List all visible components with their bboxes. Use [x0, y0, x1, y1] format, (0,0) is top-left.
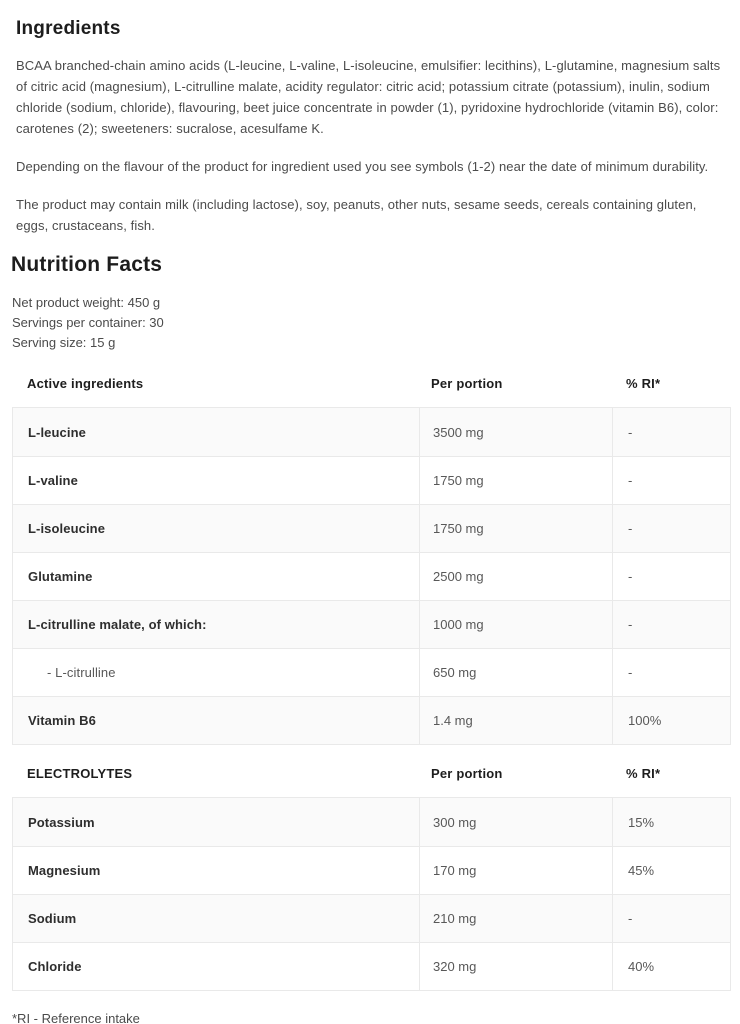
table-row — [13, 456, 730, 504]
row-ri-value: - — [612, 457, 730, 504]
flavour-symbols-note: Depending on the flavour of the product for ingredient used you see symbols (1-2) near the date of minimum durability. — [16, 159, 709, 174]
table-row — [13, 648, 730, 696]
row-label: Chloride — [28, 959, 82, 974]
active-ingredients-header-row — [12, 355, 731, 407]
row-ri-value: - — [612, 649, 730, 696]
table-row — [13, 894, 730, 942]
row-ri-value: - — [612, 895, 730, 942]
row-label: - L-citrulline — [47, 665, 116, 680]
row-ri-value: - — [612, 553, 730, 600]
row-label: L-isoleucine — [28, 521, 106, 536]
row-per-portion-value: 2500 mg — [419, 553, 612, 600]
row-label: Magnesium — [28, 863, 101, 878]
electrolytes-table — [12, 745, 731, 991]
row-ri-value: 100% — [612, 697, 730, 744]
ingredients-composition-text: BCAA branched-chain amino acids (L-leucine, L-valine, L-isoleucine, emulsifier: lecithins), L-glutamine, magnesium salts of citric acid (magnesium), L-citrulline malate, acidity regulator: citric acid; potassium citrate (potassium), inulin, sodium chloride (sodium, chloride), flavouring, beet juice concentrate in powder (1), pyridoxine hydrochloride (vitamin B6), color: carotenes (2); sweeteners: sucralose, acesulfame K. — [16, 58, 721, 136]
net-product-weight: Net product weight: 450 g — [12, 295, 161, 310]
row-per-portion-value: 1750 mg — [419, 505, 612, 552]
table-row — [13, 798, 730, 846]
column-header-per-portion: Per portion — [431, 376, 503, 391]
table-row — [13, 552, 730, 600]
row-per-portion-value: 320 mg — [419, 943, 612, 990]
row-label: L-citrulline malate, of which: — [28, 617, 207, 632]
row-per-portion-value: 210 mg — [419, 895, 612, 942]
row-per-portion-value: 1000 mg — [419, 601, 612, 648]
row-label: L-leucine — [28, 424, 86, 440]
table-row — [13, 942, 730, 990]
column-header-ri: % RI* — [626, 376, 661, 391]
allergen-note: The product may contain milk (including lactose), soy, peanuts, other nuts, sesame seeds, cereals containing gluten, eggs, crustaceans, fish. — [16, 197, 697, 233]
table-row — [13, 846, 730, 894]
table-row — [13, 696, 730, 744]
column-header-active-ingredients: Active ingredients — [27, 376, 144, 391]
ingredients-section — [12, 18, 731, 236]
row-label: Sodium — [28, 911, 77, 926]
row-label: Glutamine — [28, 569, 93, 584]
row-ri-value: 15% — [612, 798, 730, 846]
table-row — [13, 600, 730, 648]
ingredients-heading: Ingredients — [16, 18, 121, 39]
row-ri-value: 40% — [612, 943, 730, 990]
row-per-portion-value: 3500 mg — [419, 408, 612, 456]
product-meta — [12, 293, 731, 353]
row-ri-value: - — [612, 408, 730, 456]
table-row — [13, 504, 730, 552]
row-label: Potassium — [28, 814, 95, 830]
row-ri-value: - — [612, 601, 730, 648]
row-per-portion-value: 1.4 mg — [419, 697, 612, 744]
row-label: Vitamin B6 — [28, 713, 96, 728]
row-per-portion-value: 170 mg — [419, 847, 612, 894]
row-per-portion-value: 300 mg — [419, 798, 612, 846]
row-per-portion-value: 1750 mg — [419, 457, 612, 504]
nutrition-facts-section — [12, 253, 731, 1024]
ri-footnote: *RI - Reference intake — [12, 1011, 140, 1024]
table-row — [13, 408, 730, 456]
column-header-ri: % RI* — [626, 766, 661, 781]
column-header-per-portion: Per portion — [431, 766, 503, 781]
row-per-portion-value: 650 mg — [419, 649, 612, 696]
row-ri-value: 45% — [612, 847, 730, 894]
serving-size: Serving size: 15 g — [12, 335, 116, 350]
servings-per-container: Servings per container: 30 — [12, 315, 164, 330]
active-ingredients-table — [12, 355, 731, 745]
row-label: L-valine — [28, 473, 78, 488]
electrolytes-table-body — [12, 797, 731, 991]
active-ingredients-table-body — [12, 407, 731, 745]
column-header-electrolytes: ELECTROLYTES — [27, 766, 133, 781]
nutrition-facts-heading: Nutrition Facts — [11, 253, 163, 276]
row-ri-value: - — [612, 505, 730, 552]
electrolytes-header-row — [12, 745, 731, 797]
